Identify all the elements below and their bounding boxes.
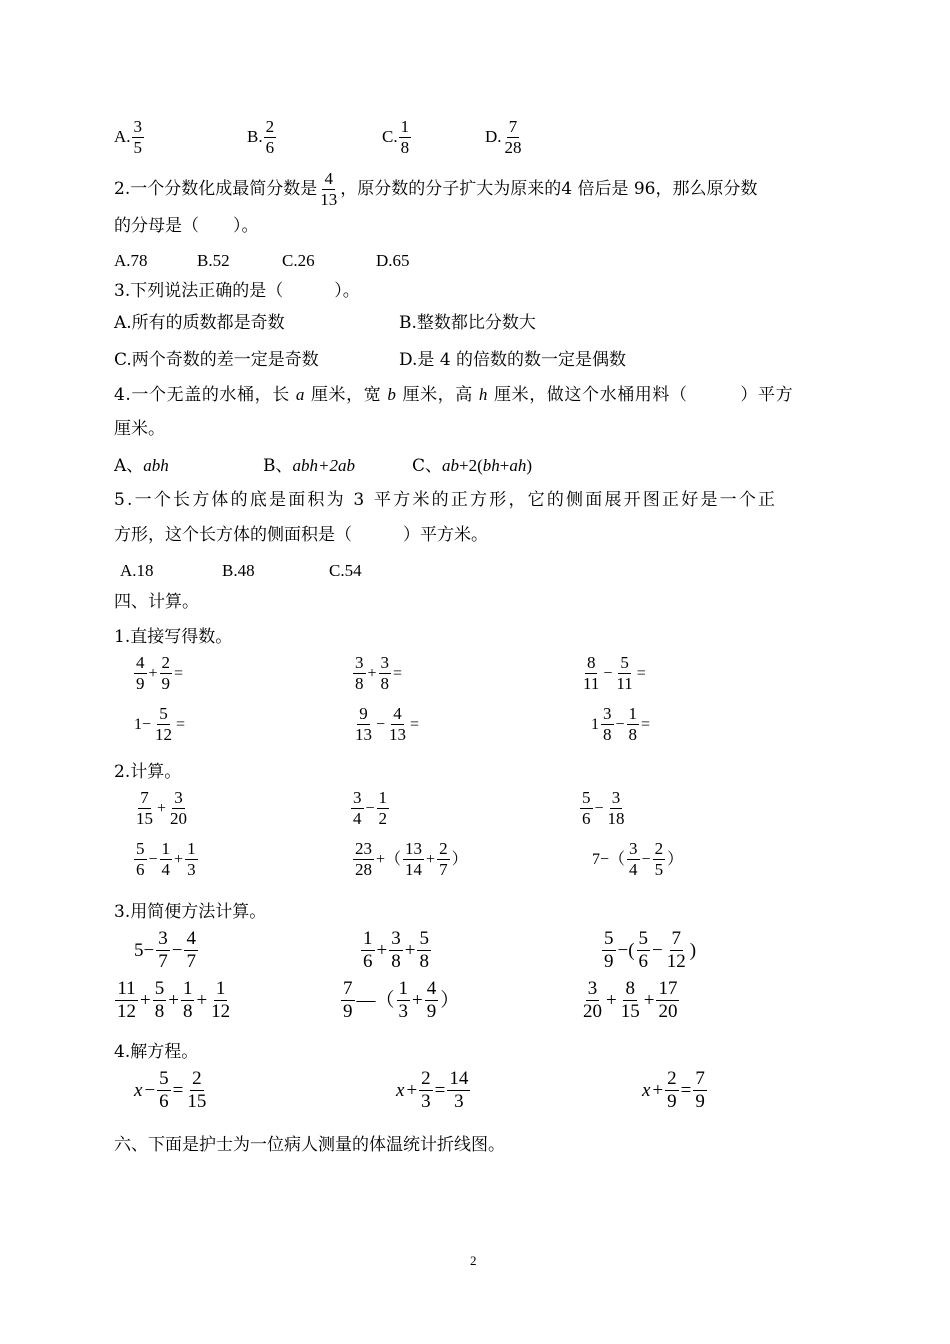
expr-3-8-plus-3-8: $\frac{3}{8}$ + $\frac{3}{8}$ = [355,653,403,693]
q4-option-a: A、abh [114,456,169,476]
q3-option-c: C.两个奇数的差一定是奇数 [114,350,319,370]
q2-option-c: C.26 [282,251,315,270]
expr-8-11-minus-5-11: $\frac{8}{11}$ − $\frac{5}{11}$ = [583,653,646,693]
q4-stem: 4.一个无盖的水桶，长 a 厘米，宽 b 厘米，高 h 厘米，做这个水桶用料（ ）平方 [114,385,794,405]
q5-option-a: A.18 [120,561,154,580]
q3-stem: 3.下列说法正确的是（ ）。 [114,281,360,301]
expr-5-6-minus-1-4-plus-1-3: $\frac{5}{6}$ − $\frac{1}{4}$ + $\frac{1}{3}$ [136,839,196,879]
expr-4-9-plus-2-9: $\frac{4}{9}$ + $\frac{2}{9}$ = [136,653,184,693]
q2-option-b: B.52 [197,251,230,270]
q2-option-d: D.65 [376,251,410,270]
q3-option-d: D.是 4 的倍数的数一定是偶数 [399,350,627,370]
part3-title: 3.用简便方法计算。 [114,902,267,922]
q4-stem-line2: 厘米。 [114,419,165,439]
q5-stem-line2: 方形，这个长方体的侧面积是（ ）平方米。 [114,525,488,545]
q2-stem: 2.一个分数化成最简分数是 $\frac{4}{13}$ ，原分数的分子扩大为原来的4 倍后是 96，那么原分数 [114,169,758,209]
section6-title: 六、下面是护士为一位病人测量的体温统计折线图。 [114,1135,505,1155]
equation-1: x − $\frac{5}{6}$ = $\frac{2}{15}$ [134,1068,207,1112]
expr-23-28-plus-paren: $\frac{23}{28}$ +（ $\frac{13}{14}$ + $\frac{2}{7}$ ） [355,839,468,879]
section4-title: 四、计算。 [114,592,199,612]
q3-option-a: A.所有的质数都是奇数 [114,313,285,333]
option-d-label: D. [485,127,502,146]
option-d-fraction: $\frac{7}{28}$ [504,117,522,157]
option-a-fraction: $\frac{3}{5}$ [133,117,143,157]
q2-option-a: A.78 [114,251,148,270]
equation-3: x + $\frac{2}{9}$ = $\frac{7}{9}$ [642,1068,705,1112]
expr-9-13-minus-4-13: $\frac{9}{13}$ − $\frac{4}{13}$ = [355,704,420,744]
expr-1-6-plus-3-8-plus-5-8: $\frac{1}{6}$ + $\frac{3}{8}$ + $\frac{5}{8}$ [363,928,429,972]
option-b-label: B. [247,127,263,146]
option-a-label: A. [114,127,131,146]
expr-7-15-plus-3-20: $\frac{7}{15}$ + $\frac{3}{20}$ [136,788,188,828]
expr-7-9-minus-paren: $\frac{7}{9}$ —（ $\frac{1}{3}$ + $\frac{4}{9}$ ） [343,978,460,1022]
option-b-fraction: $\frac{2}{6}$ [265,117,275,157]
option-c-label: C. [382,127,398,146]
equation-2: x + $\frac{2}{3}$ = $\frac{14}{3}$ [396,1068,469,1112]
q4-option-c: C、ab+2(bh+ah) [412,456,533,476]
option-c-fraction: $\frac{1}{8}$ [400,117,410,157]
expr-1-3-8-minus-1-8: 1 $\frac{3}{8}$ − $\frac{1}{8}$ = [591,704,651,744]
expr-7-minus-paren: 7−（ $\frac{3}{4}$ − $\frac{2}{5}$ ） [592,839,684,879]
page-number: 2 [470,1253,477,1268]
q2-stem-line2: 的分母是（ ）。 [114,216,259,236]
expr-3-4-minus-1-2: $\frac{3}{4}$ − $\frac{1}{2}$ [353,788,388,828]
expr-1-minus-5-12: 1− $\frac{5}{12}$ = [134,704,186,744]
part2-title: 2.计算。 [114,762,182,782]
expr-11-12-plus-5-8-plus-1-8-plus-1-12: $\frac{11}{12}$ + $\frac{5}{8}$ + $\frac{1}{8}$ + $\frac{1}{12}$ [117,978,231,1022]
expr-5-minus-3-7-minus-4-7: 5− $\frac{3}{7}$ − $\frac{4}{7}$ [134,928,196,972]
expr-3-20-plus-8-15-plus-17-20: $\frac{3}{20}$ + $\frac{8}{15}$ + $\frac{17}{20}$ [583,978,678,1022]
expr-5-6-minus-3-18: $\frac{5}{6}$ − $\frac{3}{18}$ [582,788,625,828]
expr-5-9-minus-paren: $\frac{5}{9}$ −( $\frac{5}{6}$ − $\frac{7}{12}$ ) [604,928,697,972]
q3-option-b: B.整数都比分数大 [399,313,536,333]
q5-option-c: C.54 [329,561,362,580]
q5-stem: 5.一个长方体的底是面积为 3 平方米的正方形，它的侧面展开图正好是一个正 [114,490,778,510]
part1-title: 1.直接写得数。 [114,627,233,647]
q4-option-b: B、abh+2ab [263,456,355,476]
q5-option-b: B.48 [222,561,255,580]
part4-title: 4.解方程。 [114,1042,199,1062]
q2-fraction: $\frac{4}{13}$ [320,169,338,209]
